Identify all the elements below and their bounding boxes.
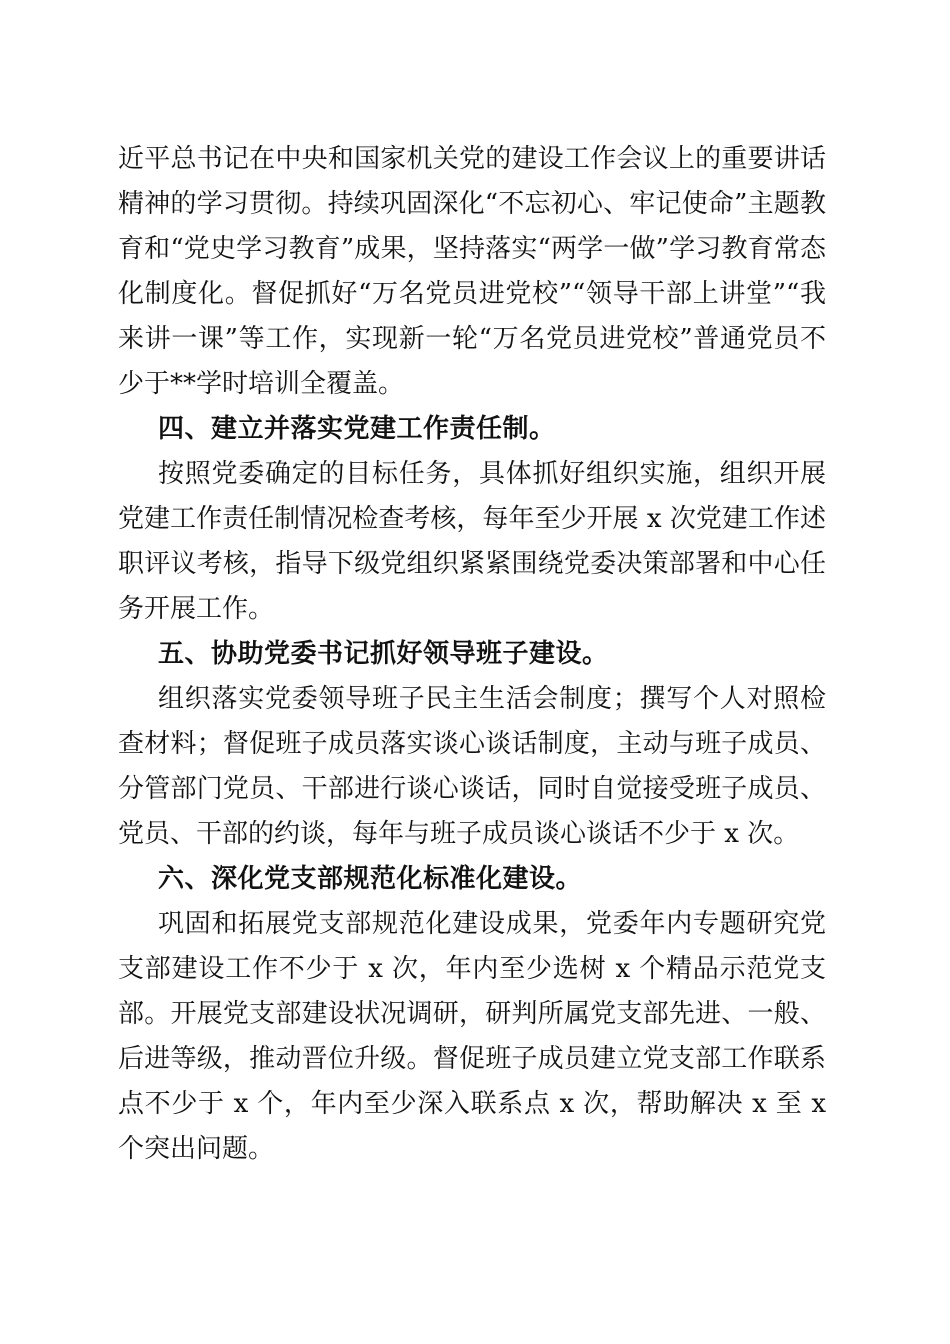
section-heading-5: 五、协助党委书记抓好领导班子建设。 [158, 639, 609, 669]
section-heading-4: 四、建立并落实党建工作责任制。 [158, 414, 556, 444]
section-6-paragraph: 巩固和拓展党支部规范化建设成果，党委年内专题研究党支部建设工作不少于 x 次，年内至少选树 x 个精品示范党支部。开展党支部建设状况调研，研判所属党支部先进、一般、后进等级，推动晋位升级。督促班子成员建立党支部工作联系点不少于 x 个，年内至少深入联系点 x 次，帮助解决 x 至 x 个突出问题。 [118, 909, 826, 1164]
paragraph-continuation: 近平总书记在中央和国家机关党的建设工作会议上的重要讲话精神的学习贯彻。持续巩固深化“不忘初心、牢记使命”主题教育和“党史学习教育”成果，坚持落实“两学一做”学习教育常态化制度化。督促抓好“万名党员进党校”“领导干部上讲堂”“我来讲一课”等工作，实现新一轮“万名党员进党校”普通党员不少于**学时培训全覆盖。 [118, 144, 826, 399]
document-body [118, 137, 826, 1172]
section-4-paragraph: 按照党委确定的目标任务，具体抓好组织实施，组织开展党建工作责任制情况检查考核，每年至少开展 x 次党建工作述职评议考核，指导下级党组织紧紧围绕党委决策部署和中心任务开展工作。 [118, 459, 826, 624]
section-5-paragraph: 组织落实党委领导班子民主生活会制度；撰写个人对照检查材料；督促班子成员落实谈心谈话制度，主动与班子成员、分管部门党员、干部进行谈心谈话，同时自觉接受班子成员、党员、干部的约谈，每年与班子成员谈心谈话不少于 x 次。 [118, 684, 826, 849]
section-heading-6: 六、深化党支部规范化标准化建设。 [158, 864, 583, 894]
